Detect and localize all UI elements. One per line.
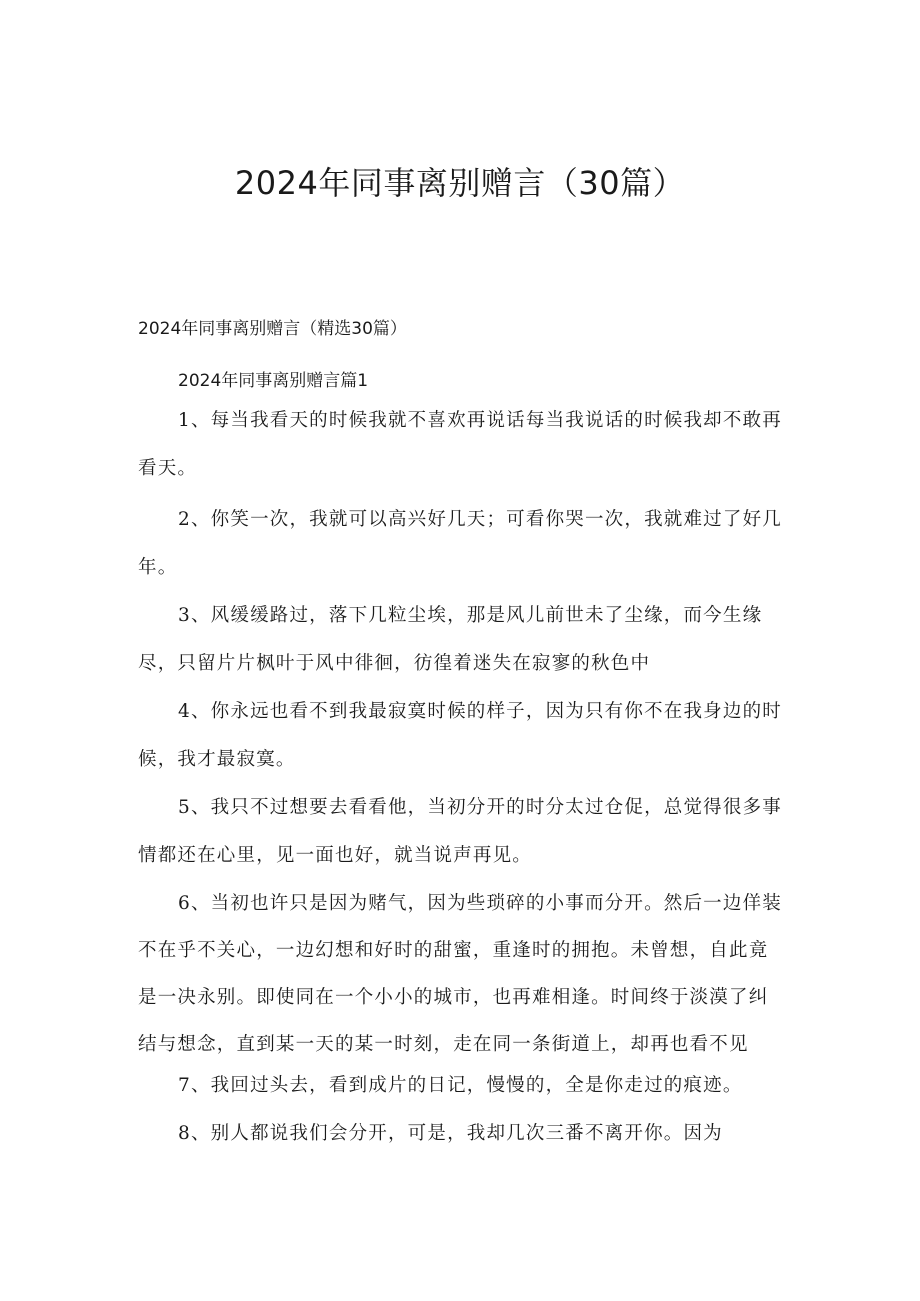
paragraph-5: 5、我只不过想要去看看他，当初分开的时分太过仓促，总觉得很多事情都还在心里，见一面也好，就当说声再见。 <box>138 797 782 866</box>
section-heading: 2024年同事离别赠言篇1 <box>178 371 369 391</box>
paragraph-4: 4、你永远也看不到我最寂寞时候的样子，因为只有你不在我身边的时候，我才最寂寞。 <box>138 701 782 770</box>
paragraph-2: 2、你笑一次，我就可以高兴好几天；可看你哭一次，我就难过了好几年。 <box>138 509 782 578</box>
document-title: 2024年同事离别赠言（30篇） <box>234 164 686 202</box>
paragraph-1: 1、每当我看天的时候我就不喜欢再说话每当我说话的时候我却不敢再看天。 <box>138 410 782 479</box>
paragraph-8: 8、别人都说我们会分开，可是，我却几次三番不离开你。因为 <box>178 1123 723 1144</box>
paragraph-6: 6、当初也许只是因为赌气，因为些琐碎的小事而分开。然后一边佯装不在乎不关心，一边幻想和好时的甜蜜，重逢时的拥抱。未曾想，自此竟是一决永别。即使同在一个小小的城市，也再难相逢。时间终于淡漠了纠结与想念，直到某一天的某一时刻，走在同一条街道上，却再也看不见 <box>138 893 782 1055</box>
paragraph-3: 3、风缓缓路过，落下几粒尘埃，那是风儿前世未了尘缘，而今生缘尽，只留片片枫叶于风中徘徊，彷徨着迷失在寂寥的秋色中 <box>138 605 763 674</box>
paragraph-7: 7、我回过头去，看到成片的日记，慢慢的，全是你走过的痕迹。 <box>178 1075 743 1096</box>
document-subtitle: 2024年同事离别赠言（精选30篇） <box>138 319 407 339</box>
